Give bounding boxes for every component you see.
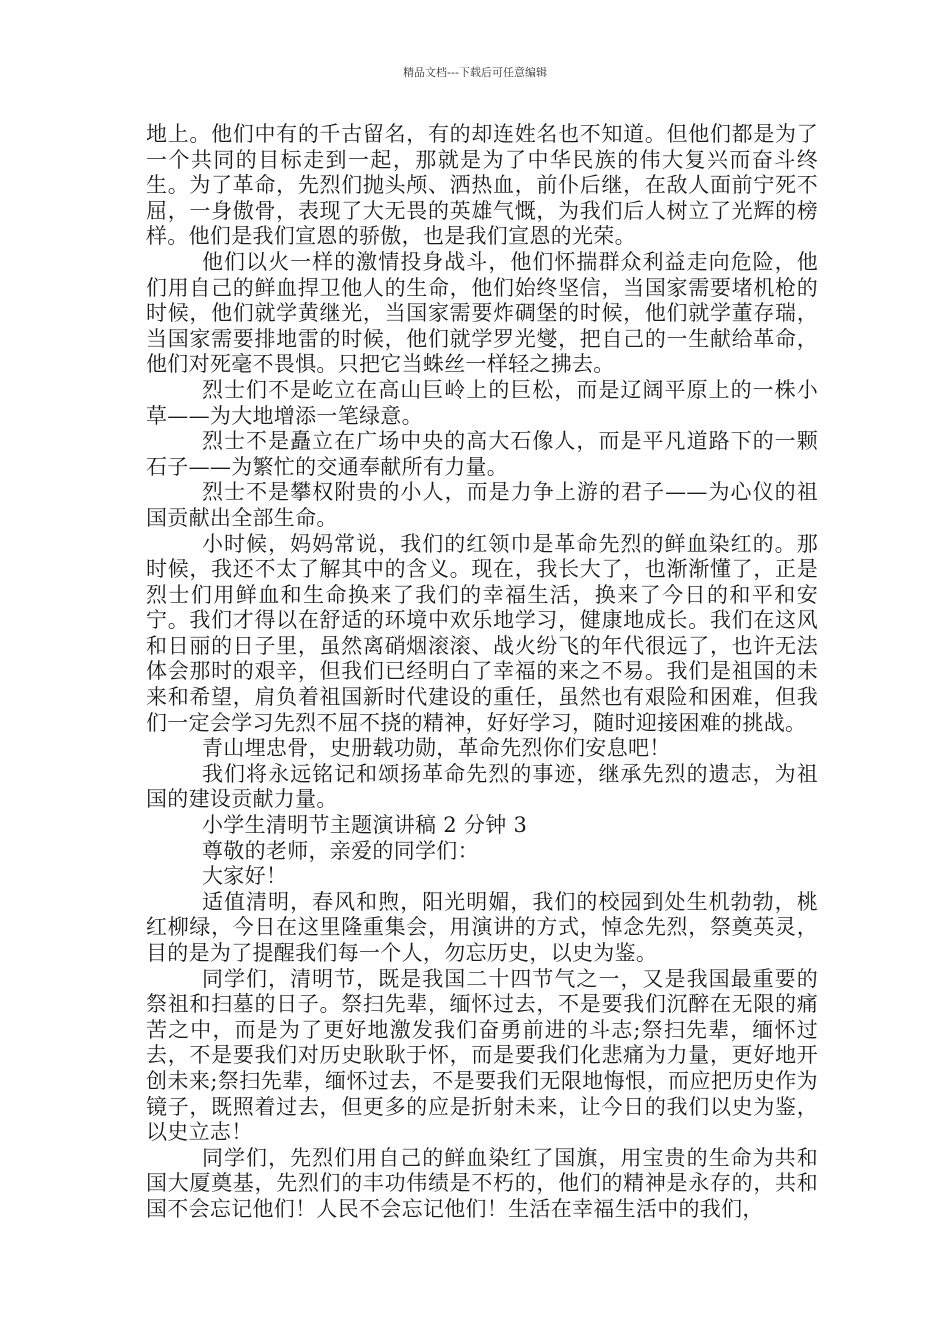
paragraph: 青山埋忠骨，史册载功勋，革命先烈你们安息吧！	[202, 736, 671, 761]
paragraph: 烈士不是攀权附贵的小人，而是力争上游的君子——为心仪的祖国贡献出全部生命。	[146, 480, 818, 530]
paragraph: 同学们，清明节，既是我国二十四节气之一，又是我国最重要的祭祖和扫墓的日子。祭扫先辈，缅怀过去，不是要我们沉醉在无限的痛苦之中，而是为了更好地激发我们奋勇前进的斗志;祭扫先辈，缅怀过去，不是要我们对历史耿耿于怀，而是要我们化悲痛为力量，更好地开创未来;祭扫先辈，缅怀过去，不是要我们无限地悔恨，而应把历史作为镜子，既照着过去，但更多的应是折射未来，让今日的我们以史为鉴，以史立志！	[146, 966, 818, 1145]
page-header: 精品文档---下载后可任意编辑	[403, 66, 547, 79]
section-title: 小学生清明节主题演讲稿 2 分钟 3	[202, 813, 528, 838]
paragraph: 适值清明，春风和煦，阳光明媚，我们的校园到处生机勃勃，桃红柳绿，今日在这里隆重集会，用演讲的方式，悼念先烈，祭奠英灵，目的是为了提醒我们每一个人，勿忘历史，以史为鉴。	[146, 889, 818, 965]
paragraph: 烈士不是矗立在广场中央的高大石像人，而是平凡道路下的一颗石子——为繁忙的交通奉献所有力量。	[146, 429, 818, 479]
greeting: 大家好！	[202, 864, 288, 889]
paragraph: 地上。他们中有的千古留名，有的却连姓名也不知道。但他们都是为了一个共同的目标走到一起，那就是为了中华民族的伟大复兴而奋斗终生。为了革命，先烈们抛头颅、洒热血，前仆后继，在敌人面前宁死不屈，一身傲骨，表现了大无畏的英雄气慨，为我们后人树立了光辉的榜样。他们是我们宣恩的骄傲，也是我们宣恩的光荣。	[146, 122, 818, 249]
salutation: 尊敬的老师，亲爱的同学们：	[202, 838, 479, 863]
paragraph: 同学们，先烈们用自己的鲜血染红了国旗，用宝贵的生命为共和国大厦奠基，先烈们的丰功伟绩是不朽的，他们的精神是永存的，共和国不会忘记他们！人民不会忘记他们！生活在幸福生活中的我们，	[146, 1145, 818, 1221]
paragraph: 烈士们不是屹立在高山巨岭上的巨松，而是辽阔平原上的一株小草——为大地增添一笔绿意。	[146, 377, 818, 428]
paragraph: 小时候，妈妈常说，我们的红领巾是革命先烈的鲜血染红的。那时候，我还不太了解其中的含义。现在，我长大了，也渐渐懂了，正是烈士们用鲜血和生命换来了我们的幸福生活，换来了今日的和平和安宁。我们才得以在舒适的环境中欢乐地学习，健康地成长。我们在这风和日丽的日子里，虽然离硝烟滚滚、战火纷飞的年代很远了，也许无法体会那时的艰辛，但我们已经明白了幸福的来之不易。我们是祖国的未来和希望，肩负着祖国新时代建设的重任，虽然也有艰险和困难，但我们一定会学习先烈不屈不挠的精神，好好学习，随时迎接困难的挑战。	[146, 531, 818, 735]
paragraph: 他们以火一样的激情投身战斗，他们怀揣群众利益走向危险，他们用自己的鲜血捍卫他人的生命，他们始终坚信，当国家需要堵机枪的时候，他们就学黄继光，当国家需要炸碉堡的时候，他们就学董存瑞，当国家需要排地雷的时候，他们就学罗光燮，把自己的一生献给革命，他们对死毫不畏惧。只把它当蛛丝一样轻之拂去。	[146, 249, 818, 377]
paragraph: 我们将永远铭记和颂扬革命先烈的事迹，继承先烈的遗志，为祖国的建设贡献力量。	[146, 761, 818, 812]
document-body	[146, 122, 818, 1223]
